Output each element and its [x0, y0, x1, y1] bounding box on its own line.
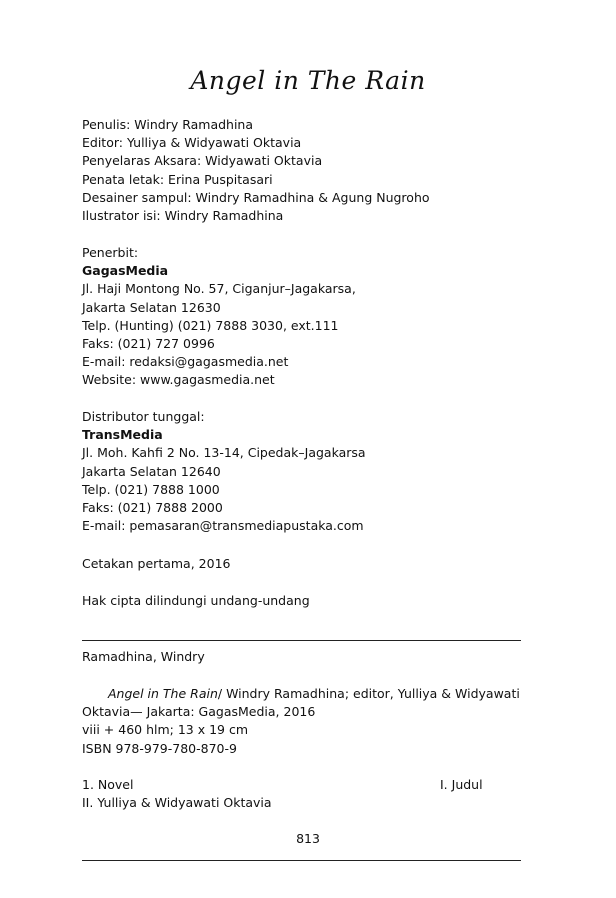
credit-author: Penulis: Windry Ramadhina: [82, 117, 254, 132]
distributor-address-line1: Jl. Moh. Kahfi 2 No. 13-14, Cipedak–Jagakarsa: [82, 445, 366, 461]
catalog-physical-line: viii + 460 hlm; 13 x 19 cm: [82, 722, 249, 738]
catalog-title-italic: Angel in The Rain: [108, 686, 218, 701]
distributor-address-line2: Jakarta Selatan 12640: [82, 463, 221, 479]
distributor-phone: Telp. (021) 7888 1000: [82, 481, 220, 497]
publisher-email: E-mail: redaksi@gagasmedia.net: [82, 354, 289, 370]
page-number: 813: [296, 831, 320, 846]
copyright-text: Hak cipta dilindungi undang-undang: [82, 593, 310, 608]
credits-block: [82, 116, 542, 225]
catalog-subject-novel: 1. Novel: [82, 777, 134, 792]
publisher-fax: Faks: (021) 727 0996: [82, 336, 215, 352]
catalog-subject-editor: II. Yulliya & Widyawati Oktavia: [82, 795, 272, 811]
edition-text: Cetakan pertama, 2016: [82, 556, 231, 571]
book-title: Angel in The Rain: [190, 66, 426, 95]
distributor-name: TransMedia: [82, 427, 163, 443]
catalog-publication-line: Oktavia— Jakarta: GagasMedia, 2016: [82, 704, 316, 720]
footer-divider: [82, 860, 521, 861]
distributor-block: [82, 408, 542, 535]
edition-info: [82, 555, 542, 573]
catalog-subject-title: I. Judul: [440, 777, 483, 792]
catalog-divider-top: [82, 640, 521, 641]
credit-illustrator: Ilustrator isi: Windry Ramadhina: [82, 208, 284, 224]
publisher-name: GagasMedia: [82, 263, 169, 279]
publisher-website: Website: www.gagasmedia.net: [82, 372, 275, 388]
publisher-address-line2: Jakarta Selatan 12630: [82, 299, 221, 315]
catalog-isbn: ISBN 978-979-780-870-9: [82, 740, 237, 756]
credit-layout: Penata letak: Erina Puspitasari: [82, 171, 273, 187]
catalog-subject-row: [82, 776, 542, 794]
distributor-fax: Faks: (021) 7888 2000: [82, 500, 223, 516]
publisher-heading: Penerbit:: [82, 245, 139, 260]
copyright-notice: [82, 592, 542, 610]
publisher-block: [82, 244, 542, 390]
catalog-subjects: [82, 776, 542, 812]
catalog-title-line: [82, 685, 542, 703]
distributor-heading: Distributor tunggal:: [82, 409, 205, 424]
publisher-phone: Telp. (Hunting) (021) 7888 3030, ext.111: [82, 317, 339, 333]
distributor-email: E-mail: pemasaran@transmediapustaka.com: [82, 518, 364, 534]
catalog-title-rest: / Windry Ramadhina; editor, Yulliya & Widyawati: [217, 686, 520, 701]
credit-editor: Editor: Yulliya & Widyawati Oktavia: [82, 135, 302, 151]
publisher-address-line1: Jl. Haji Montong No. 57, Ciganjur–Jagakarsa,: [82, 281, 356, 297]
catalog-entry: [82, 685, 542, 758]
catalog-author-name: Ramadhina, Windry: [82, 649, 205, 664]
credit-proofreader: Penyelaras Aksara: Widyawati Oktavia: [82, 153, 323, 169]
catalog-author: [82, 648, 542, 666]
credit-cover-designer: Desainer sampul: Windry Ramadhina & Agung Nugroho: [82, 189, 430, 205]
